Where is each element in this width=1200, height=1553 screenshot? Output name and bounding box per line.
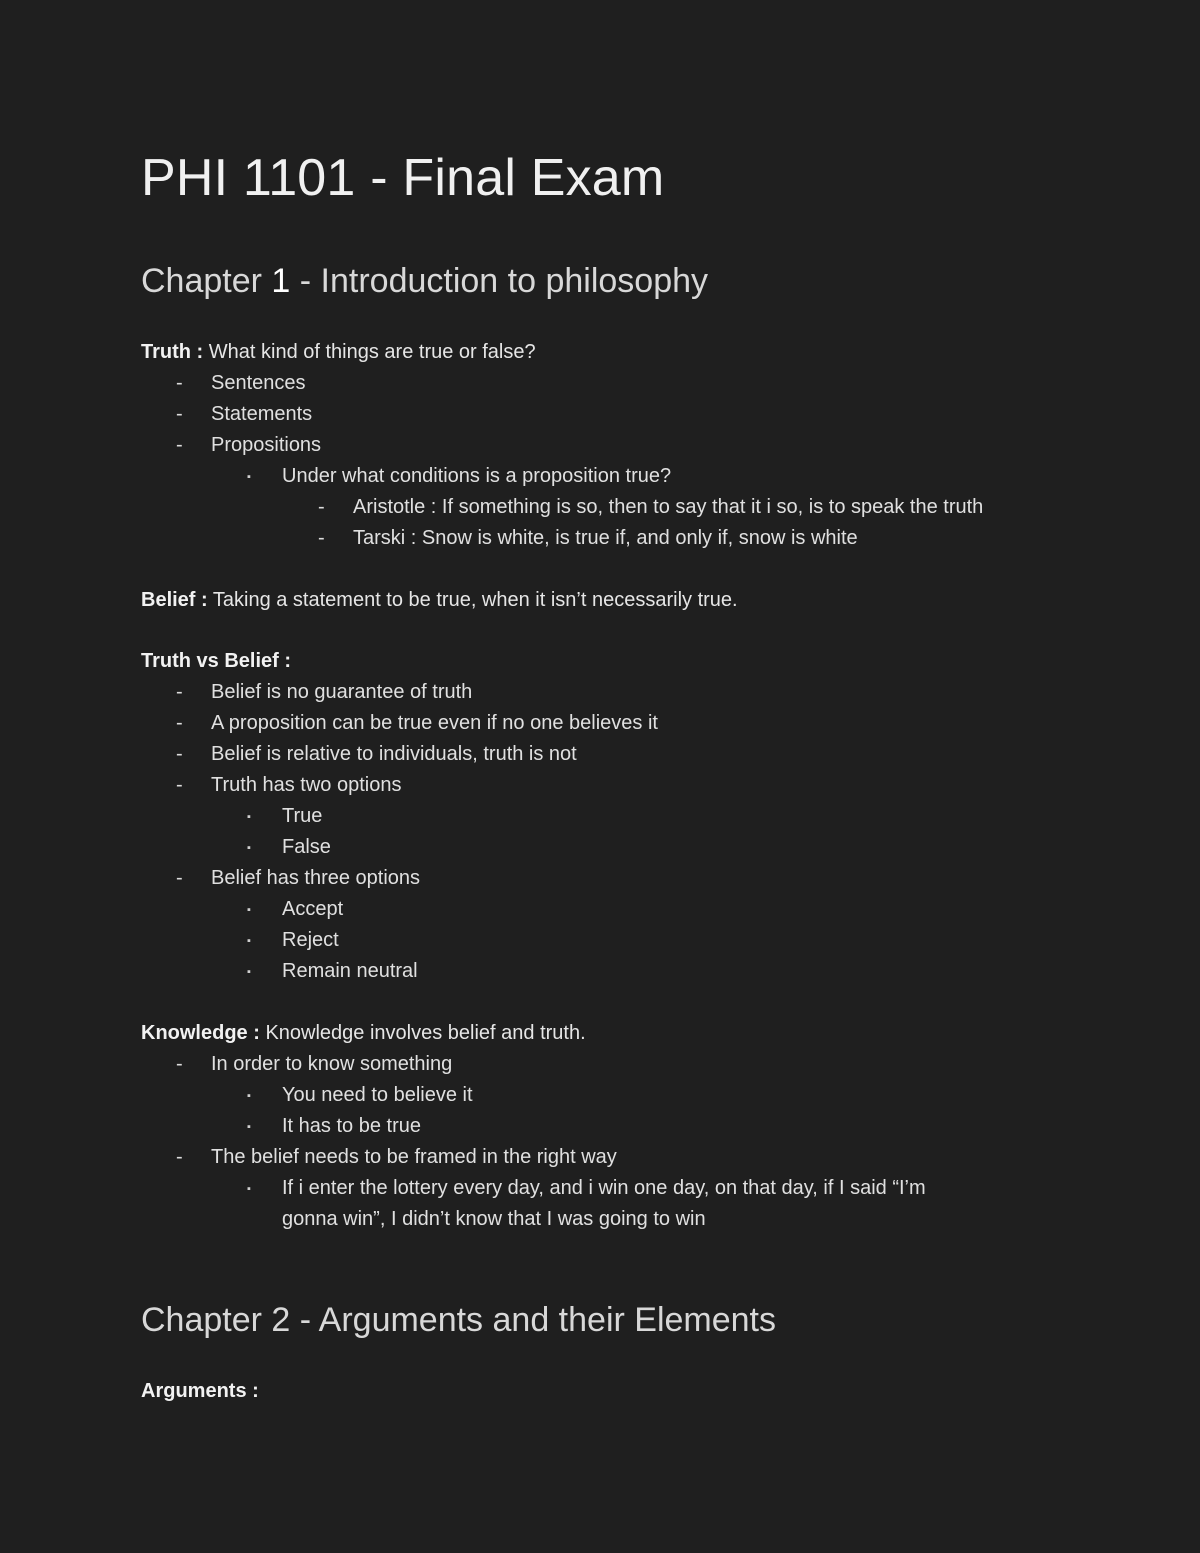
belief-term: Belief : bbox=[141, 589, 208, 611]
knowledge-term-line bbox=[141, 1022, 586, 1045]
list-item: It has to be true bbox=[282, 1115, 421, 1137]
document-title: PHI 1101 - Final Exam bbox=[141, 149, 665, 207]
list-item: Belief has three options bbox=[211, 867, 421, 889]
list-item: Belief is relative to individuals, truth is not bbox=[211, 743, 577, 765]
square-bullet-icon: ▪ bbox=[247, 966, 251, 978]
list-dash: - bbox=[176, 743, 183, 765]
list-item: A proposition can be true even if no one believes it bbox=[211, 712, 658, 734]
truth-question: What kind of things are true or false? bbox=[203, 341, 536, 363]
arguments-term-line bbox=[141, 1380, 259, 1403]
truth-vs-belief-term-line bbox=[141, 650, 291, 673]
list-item: Tarski : Snow is white, is true if, and only if, snow is white bbox=[353, 527, 858, 549]
chapter-1-number: 1 bbox=[271, 262, 291, 300]
truth-term: Truth : bbox=[141, 341, 204, 363]
list-dash: - bbox=[176, 1053, 183, 1075]
chapter-1-heading bbox=[141, 262, 708, 301]
list-item: Under what conditions is a proposition true? bbox=[282, 465, 672, 487]
square-bullet-icon: ▪ bbox=[247, 935, 251, 947]
belief-term-line bbox=[141, 589, 738, 612]
square-bullet-icon: ▪ bbox=[247, 904, 251, 916]
list-item-line-1: If i enter the lottery every day, and i win one day, on that day, if I said “I’m bbox=[282, 1177, 926, 1199]
arguments-term: Arguments : bbox=[141, 1380, 259, 1402]
list-dash: - bbox=[176, 372, 183, 394]
list-item: You need to believe it bbox=[282, 1084, 473, 1106]
chapter-2-heading: Chapter 2 - Arguments and their Elements bbox=[141, 1301, 776, 1339]
square-bullet-icon: ▪ bbox=[247, 471, 251, 483]
knowledge-term: Knowledge : bbox=[141, 1022, 260, 1044]
list-dash: - bbox=[176, 867, 183, 889]
belief-definition: Taking a statement to be true, when it isn’t necessarily true. bbox=[207, 589, 738, 611]
truth-term-line bbox=[141, 341, 536, 364]
square-bullet-icon: ▪ bbox=[247, 842, 251, 854]
list-item: True bbox=[282, 805, 323, 827]
list-dash: - bbox=[176, 1146, 183, 1168]
square-bullet-icon: ▪ bbox=[247, 811, 251, 823]
list-item: Aristotle : If something is so, then to say that it i so, is to speak the truth bbox=[353, 496, 984, 518]
list-item: False bbox=[282, 836, 331, 858]
chapter-1-title: - Introduction to philosophy bbox=[290, 262, 709, 300]
truth-vs-belief-term: Truth vs Belief : bbox=[141, 650, 292, 672]
list-item: Statements bbox=[211, 403, 313, 425]
square-bullet-icon: ▪ bbox=[247, 1121, 251, 1133]
chapter-1-prefix: Chapter bbox=[141, 262, 272, 300]
square-bullet-icon: ▪ bbox=[247, 1090, 251, 1102]
list-item: Truth has two options bbox=[211, 774, 402, 796]
list-dash: - bbox=[176, 403, 183, 425]
knowledge-definition: Knowledge involves belief and truth. bbox=[259, 1022, 586, 1044]
list-dash: - bbox=[176, 681, 183, 703]
list-item: Sentences bbox=[211, 372, 306, 394]
list-item: Reject bbox=[282, 929, 339, 951]
list-dash: - bbox=[318, 527, 325, 549]
list-dash: - bbox=[176, 712, 183, 734]
list-item: Remain neutral bbox=[282, 960, 418, 982]
square-bullet-icon: ▪ bbox=[247, 1183, 251, 1195]
list-dash: - bbox=[176, 434, 183, 456]
list-item: The belief needs to be framed in the right way bbox=[211, 1146, 617, 1168]
list-item-line-2: gonna win”, I didn’t know that I was going to win bbox=[282, 1208, 706, 1230]
list-dash: - bbox=[176, 774, 183, 796]
list-dash: - bbox=[318, 496, 325, 518]
list-item: Belief is no guarantee of truth bbox=[211, 681, 473, 703]
list-item: In order to know something bbox=[211, 1053, 453, 1075]
list-item: Accept bbox=[282, 898, 344, 920]
list-item: Propositions bbox=[211, 434, 322, 456]
